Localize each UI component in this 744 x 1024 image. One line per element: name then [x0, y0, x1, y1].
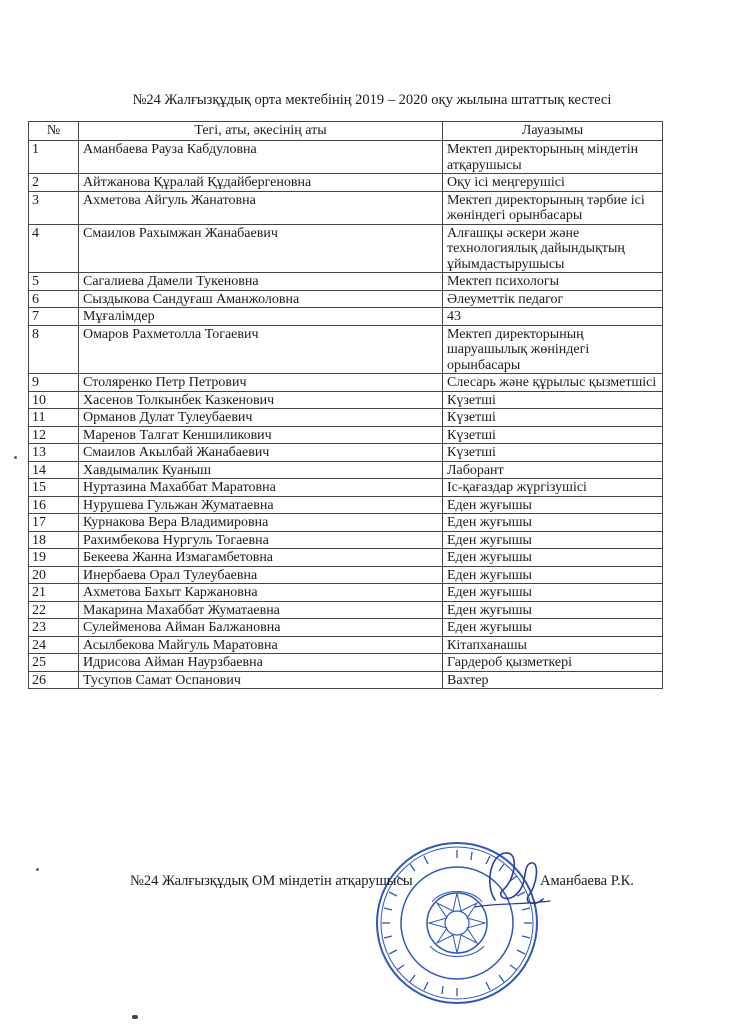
- cell-name: Мұғалімдер: [79, 308, 443, 326]
- cell-position: Слесарь және құрылыс қызметшісі: [443, 374, 663, 392]
- cell-num: 5: [29, 273, 79, 291]
- cell-position: Вахтер: [443, 671, 663, 689]
- cell-name: Рахимбекова Нургуль Тогаевна: [79, 531, 443, 549]
- cell-position: Лаборант: [443, 461, 663, 479]
- cell-name: Макарина Махаббат Жуматаевна: [79, 601, 443, 619]
- table-row: [29, 308, 663, 326]
- cell-num: 6: [29, 290, 79, 308]
- cell-name: Орманов Дулат Тулеубаевич: [79, 409, 443, 427]
- cell-name: Тусупов Самат Оспанович: [79, 671, 443, 689]
- cell-name: Омаров Рахметолла Тогаевич: [79, 325, 443, 374]
- cell-num: 7: [29, 308, 79, 326]
- table-row: [29, 479, 663, 497]
- table-row: [29, 496, 663, 514]
- cell-name: Нурушева Гульжан Жуматаевна: [79, 496, 443, 514]
- cell-num: 9: [29, 374, 79, 392]
- cell-num: 8: [29, 325, 79, 374]
- header-position: Лауазымы: [443, 122, 663, 141]
- cell-num: 26: [29, 671, 79, 689]
- table-row: [29, 654, 663, 672]
- table-row: [29, 601, 663, 619]
- cell-num: 12: [29, 426, 79, 444]
- cell-num: 25: [29, 654, 79, 672]
- table-row: [29, 273, 663, 291]
- cell-num: 21: [29, 584, 79, 602]
- table-row: [29, 619, 663, 637]
- table-row: [29, 290, 663, 308]
- footer-signatory-title: №24 Жалғызқұдық ОМ міндетін атқарушысы: [130, 873, 413, 889]
- cell-position: Күзетші: [443, 391, 663, 409]
- cell-position: 43: [443, 308, 663, 326]
- table-header-row: [29, 122, 663, 141]
- cell-position: Еден жуғышы: [443, 549, 663, 567]
- table-row: [29, 566, 663, 584]
- cell-position: Мектеп директорының тәрбие ісі жөніндегі орынбасары: [443, 191, 663, 224]
- cell-position: Кітапханашы: [443, 636, 663, 654]
- table-row: [29, 461, 663, 479]
- cell-num: 19: [29, 549, 79, 567]
- cell-name: Сулейменова Айман Балжановна: [79, 619, 443, 637]
- cell-num: 15: [29, 479, 79, 497]
- table-row: [29, 444, 663, 462]
- cell-position: Мектеп директорының міндетін атқарушысы: [443, 141, 663, 174]
- cell-position: Еден жуғышы: [443, 619, 663, 637]
- cell-position: Алғашқы әскери және технологиялық дайындықтың ұйымдастырушысы: [443, 224, 663, 273]
- cell-name: Курнакова Вера Владимировна: [79, 514, 443, 532]
- cell-name: Столяренко Петр Петрович: [79, 374, 443, 392]
- cell-position: Еден жуғышы: [443, 584, 663, 602]
- cell-num: 1: [29, 141, 79, 174]
- table-row: [29, 374, 663, 392]
- scan-speck: [36, 868, 39, 871]
- cell-position: Күзетші: [443, 444, 663, 462]
- scan-speck: [14, 456, 17, 459]
- cell-num: 4: [29, 224, 79, 273]
- table-row: [29, 549, 663, 567]
- cell-name: Бекеева Жанна Измагамбетовна: [79, 549, 443, 567]
- scan-mark: [132, 1015, 138, 1019]
- cell-num: 16: [29, 496, 79, 514]
- cell-position: Мектеп психологы: [443, 273, 663, 291]
- cell-position: Іс-қағаздар жүргізушісі: [443, 479, 663, 497]
- table-row: [29, 409, 663, 427]
- cell-position: Гардероб қызметкері: [443, 654, 663, 672]
- cell-position: Мектеп директорының шаруашылық жөніндегі орынбасары: [443, 325, 663, 374]
- table-row: [29, 391, 663, 409]
- table-row: [29, 426, 663, 444]
- table-row: [29, 584, 663, 602]
- cell-name: Инербаева Орал Тулеубаевна: [79, 566, 443, 584]
- cell-name: Хасенов Толкынбек Казкенович: [79, 391, 443, 409]
- cell-name: Хавдымалик Куаныш: [79, 461, 443, 479]
- cell-num: 2: [29, 174, 79, 192]
- cell-name: Нуртазина Махаббат Маратовна: [79, 479, 443, 497]
- footer-signatory-name: Аманбаева Р.К.: [540, 873, 634, 889]
- table-row: [29, 174, 663, 192]
- cell-position: Еден жуғышы: [443, 514, 663, 532]
- table-row: [29, 531, 663, 549]
- cell-position: Еден жуғышы: [443, 531, 663, 549]
- cell-num: 23: [29, 619, 79, 637]
- cell-name: Асылбекова Майгуль Маратовна: [79, 636, 443, 654]
- table-row: [29, 141, 663, 174]
- cell-num: 17: [29, 514, 79, 532]
- table-row: [29, 514, 663, 532]
- cell-position: Оқу ісі меңгерушісі: [443, 174, 663, 192]
- cell-name: Идрисова Айман Наурзбаевна: [79, 654, 443, 672]
- cell-num: 20: [29, 566, 79, 584]
- cell-num: 24: [29, 636, 79, 654]
- table-body: [29, 141, 663, 689]
- cell-num: 14: [29, 461, 79, 479]
- page-title: №24 Жалғызқұдық орта мектебінің 2019 – 2020 оқу жылына штаттық кестесі: [132, 92, 612, 108]
- cell-num: 13: [29, 444, 79, 462]
- cell-num: 18: [29, 531, 79, 549]
- cell-name: Ахметова Бахыт Каржановна: [79, 584, 443, 602]
- cell-position: Еден жуғышы: [443, 601, 663, 619]
- cell-position: Еден жуғышы: [443, 566, 663, 584]
- cell-name: Смаилов Акылбай Жанабаевич: [79, 444, 443, 462]
- staff-table: [28, 121, 663, 689]
- cell-position: Әлеуметтік педагог: [443, 290, 663, 308]
- cell-num: 11: [29, 409, 79, 427]
- cell-position: Күзетші: [443, 409, 663, 427]
- cell-position: Еден жуғышы: [443, 496, 663, 514]
- cell-num: 22: [29, 601, 79, 619]
- cell-name: Сыздыкова Сандуғаш Аманжоловна: [79, 290, 443, 308]
- cell-position: Күзетші: [443, 426, 663, 444]
- table-row: [29, 636, 663, 654]
- cell-name: Сагалиева Дамели Тукеновна: [79, 273, 443, 291]
- table-row: [29, 671, 663, 689]
- cell-num: 3: [29, 191, 79, 224]
- table-row: [29, 325, 663, 374]
- cell-name: Айтжанова Құралай Құдайбергеновна: [79, 174, 443, 192]
- cell-name: Ахметова Айгуль Жанатовна: [79, 191, 443, 224]
- cell-name: Аманбаева Рауза Кабдуловна: [79, 141, 443, 174]
- table-row: [29, 224, 663, 273]
- cell-name: Маренов Талгат Кеншиликович: [79, 426, 443, 444]
- header-name: Тегі, аты, әкесінің аты: [79, 122, 443, 141]
- table-row: [29, 191, 663, 224]
- cell-name: Смаилов Рахымжан Жанабаевич: [79, 224, 443, 273]
- header-num: №: [29, 122, 79, 141]
- cell-num: 10: [29, 391, 79, 409]
